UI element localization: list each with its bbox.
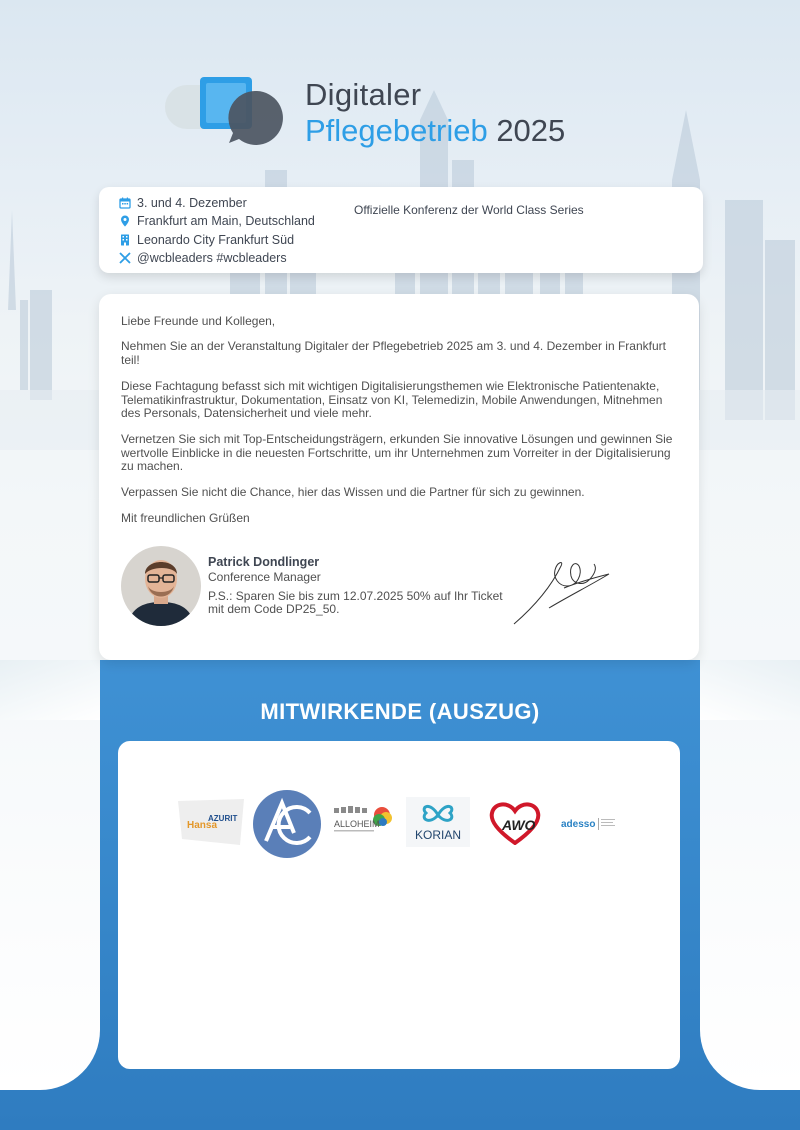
calendar-icon	[119, 197, 131, 209]
letter-paragraph-2: Diese Fachtagung befasst sich mit wichtigen Digitalisierungsthemen wie Elektronische Patientenakte, Telematikinfrastruktur, Dokumentation, Einsatz von KI, Telemedizin, Mobile Anwendungen, Mitnehmen des Personals, Datensicherheit und viele mehr.	[121, 379, 663, 420]
info-date: 3. und 4. Dezember	[137, 196, 247, 210]
info-date-row	[119, 194, 247, 212]
adesso-logo	[560, 813, 618, 835]
postscript-offer: P.S.: Sparen Sie bis zum 12.07.2025 50% auf Ihr Ticket mit dem Code DP25_50.	[208, 589, 503, 616]
letter-closing: Mit freundlichen Grüßen	[121, 511, 250, 525]
event-title-line1: Digitaler	[305, 77, 422, 112]
info-social-row	[119, 249, 287, 267]
alloheim-logo	[332, 803, 392, 837]
map-pin-icon	[119, 215, 131, 227]
x-logo-icon	[119, 252, 131, 264]
svg-text:ALLOHEIM: ALLOHEIM	[334, 819, 380, 829]
svg-text:KORIAN: KORIAN	[414, 828, 462, 842]
partners-logo-card	[118, 741, 680, 1069]
svg-text:adesso: adesso	[561, 819, 596, 830]
info-venue-row	[119, 231, 294, 249]
partners-section-title: MITWIRKENDE (AUSZUG)	[260, 699, 540, 724]
event-title-line2	[305, 113, 565, 149]
letter-paragraph-3: Vernetzen Sie sich mit Top-Entscheidungsträgern, erkunden Sie innovative Lösungen und gewinnen Sie wertvolle Einblicke in die neuesten Fortschritte, um ihr Unternehmen zum Vorreiter in der Digitalisierung zu machen.	[121, 432, 673, 473]
letter-paragraph-1: Nehmen Sie an der Veranstaltung Digitaler der Pflegebetrieb 2025 am 3. und 4. Dezember in Frankfurt teil!	[121, 339, 666, 367]
invitation-letter-card	[99, 294, 699, 660]
event-info-card	[99, 187, 703, 273]
korian-logo	[406, 797, 470, 847]
info-venue: Leonardo City Frankfurt Süd	[137, 233, 295, 247]
hansa-azurit-logo	[178, 799, 244, 847]
awo-logo	[488, 801, 542, 845]
event-logo	[165, 75, 605, 155]
conference-tagline: Offizielle Konferenz der World Class Series	[354, 203, 584, 217]
info-location-row	[119, 212, 315, 230]
handwritten-signature	[509, 556, 619, 626]
building-icon	[119, 234, 131, 246]
svg-text:Hansa: Hansa	[187, 820, 218, 831]
signer-role: Conference Manager	[208, 570, 321, 584]
letter-paragraph-4: Verpassen Sie nicht die Chance, hier das Wissen und die Partner für sich zu gewinnen.	[121, 485, 585, 499]
speech-bubbles-logo-icon	[165, 75, 290, 147]
signer-name: Patrick Dondlinger	[208, 555, 320, 569]
svg-text:AZURIT: AZURIT	[208, 814, 238, 823]
info-location: Frankfurt am Main, Deutschland	[137, 214, 315, 228]
event-title-year: 2025	[496, 113, 566, 148]
letter-greeting: Liebe Freunde und Kollegen,	[121, 314, 276, 328]
info-social-handle: @wcbleaders #wcbleaders	[137, 251, 287, 265]
ac-partner-logo	[252, 789, 322, 859]
svg-text:AWO: AWO	[502, 817, 536, 833]
avatar	[121, 546, 201, 626]
portrait-photo	[121, 546, 201, 626]
event-title-name: Pflegebetrieb	[305, 113, 488, 148]
